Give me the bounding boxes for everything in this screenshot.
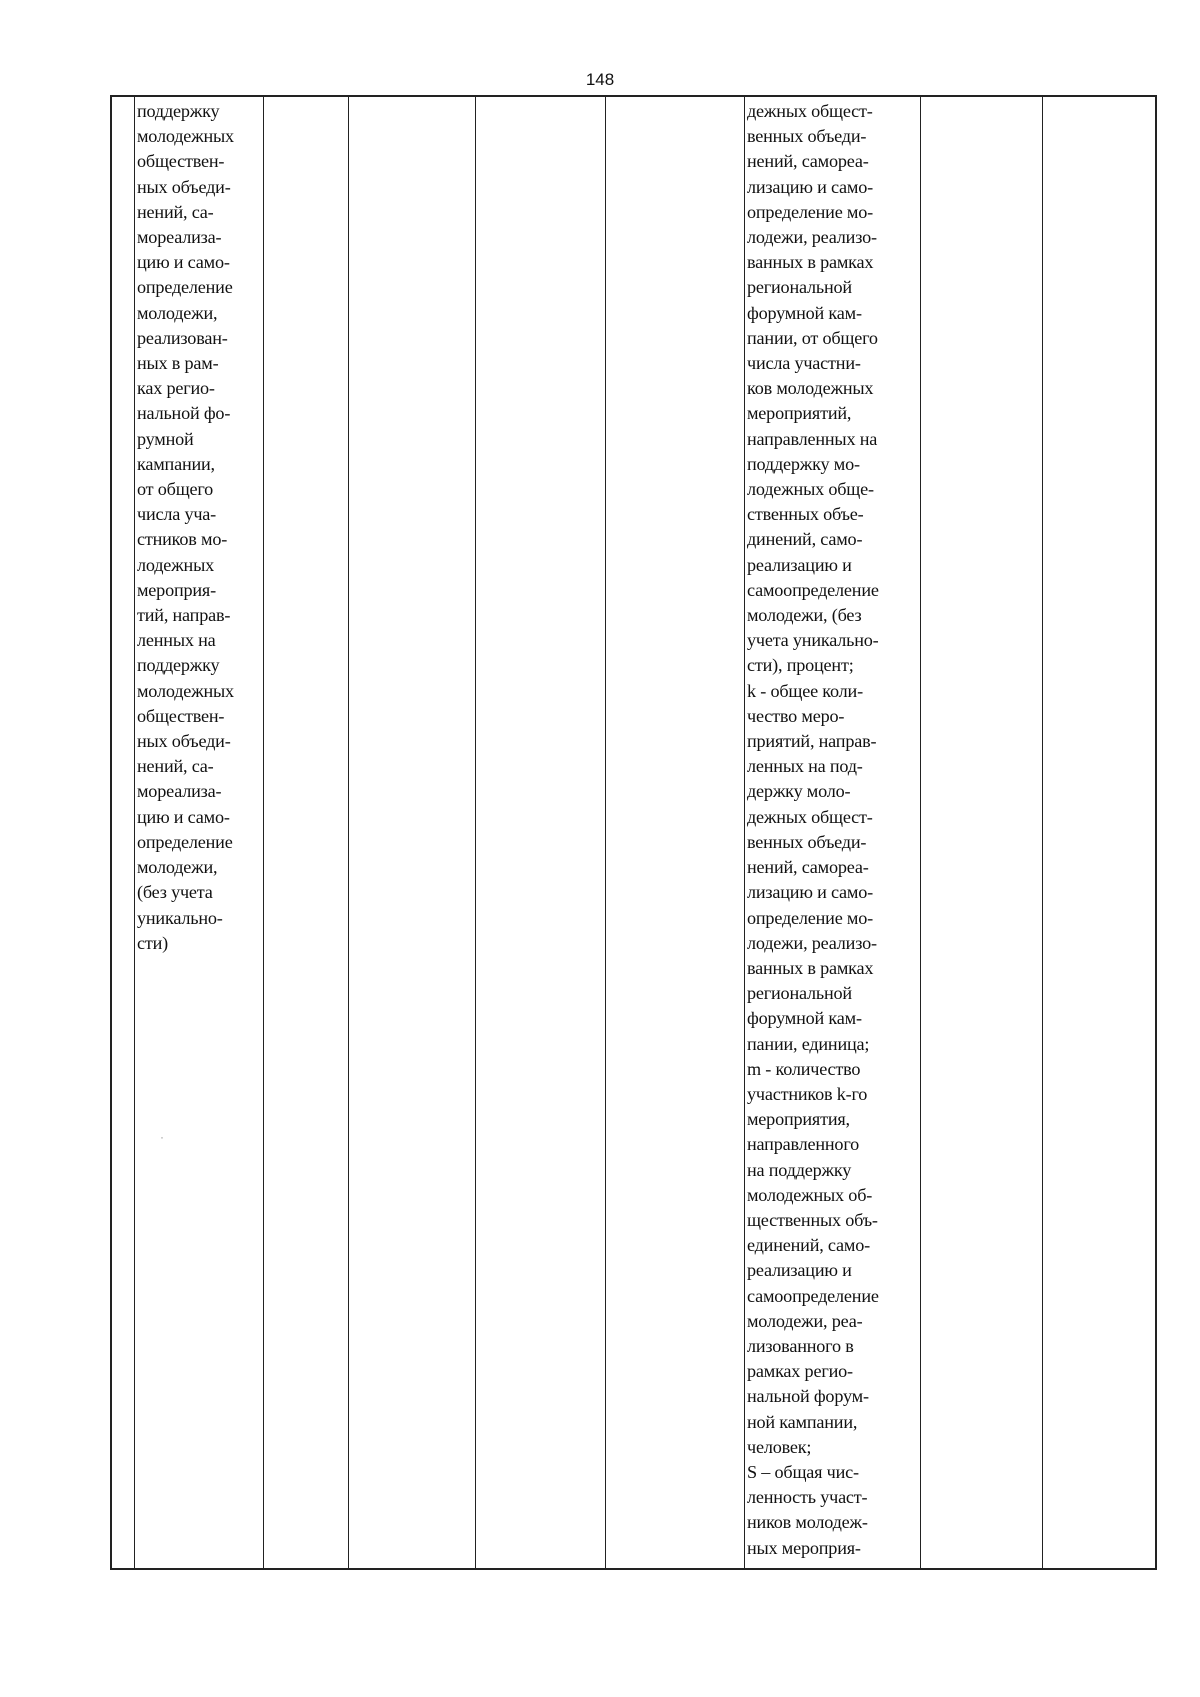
text-line: учета уникально- bbox=[747, 630, 879, 651]
text-line: определение мо- bbox=[747, 907, 873, 928]
text-line: S – общая чис- bbox=[747, 1461, 859, 1482]
text-line: ках регио- bbox=[137, 378, 215, 399]
text-line: лизованного в bbox=[747, 1335, 854, 1356]
text-line: молодежных об- bbox=[747, 1184, 873, 1205]
text-line: реализацию и bbox=[747, 554, 852, 575]
text-line: нальной форум- bbox=[747, 1386, 869, 1407]
text-line: лодежи, реализо- bbox=[747, 227, 877, 248]
text-line: ных объеди- bbox=[137, 176, 231, 197]
text-line: k - общее коли- bbox=[747, 680, 863, 701]
text-line: (без учета bbox=[137, 882, 213, 903]
text-line: форумной кам- bbox=[747, 302, 862, 323]
text-line: щественных объ- bbox=[747, 1209, 878, 1230]
text-line: нений, са- bbox=[137, 756, 214, 777]
text-line: румной bbox=[137, 428, 194, 449]
text-line: лизацию и само- bbox=[747, 176, 873, 197]
text-line: ков молодежных bbox=[747, 378, 874, 399]
text-line: чество меро- bbox=[747, 705, 845, 726]
text-line: венных объеди- bbox=[747, 831, 867, 852]
column-divider bbox=[348, 97, 349, 1568]
text-line: участников k-го bbox=[747, 1083, 868, 1104]
text-line: единений, само- bbox=[747, 1235, 870, 1256]
text-line: определение bbox=[137, 277, 233, 298]
text-line: кампании, bbox=[137, 453, 215, 474]
text-line: молодежных bbox=[137, 126, 234, 147]
text-line: дежных общест- bbox=[747, 806, 873, 827]
text-line: молодежи, реа- bbox=[747, 1310, 863, 1331]
text-line: венных объеди- bbox=[747, 126, 867, 147]
text-line: обществен- bbox=[137, 151, 225, 172]
text-line: динений, само- bbox=[747, 529, 863, 550]
text-line: цию и само- bbox=[137, 806, 230, 827]
column-divider bbox=[920, 97, 921, 1568]
text-line: нений, са- bbox=[137, 201, 214, 222]
text-line: нений, самореа- bbox=[747, 857, 869, 878]
text-line: m - количество bbox=[747, 1058, 861, 1079]
text-line: мероприятий, bbox=[747, 403, 852, 424]
text-line: мореализа- bbox=[137, 227, 222, 248]
text-line: мореализа- bbox=[137, 781, 222, 802]
text-line: уникально- bbox=[137, 907, 223, 928]
text-line: молодежи, (без bbox=[747, 605, 862, 626]
text-line: лодежи, реализо- bbox=[747, 932, 877, 953]
scan-dot: · bbox=[160, 1130, 164, 1144]
text-line: обществен- bbox=[137, 705, 225, 726]
indicator-name-cell bbox=[137, 99, 257, 956]
text-line: направленных на bbox=[747, 428, 878, 449]
text-line: на поддержку bbox=[747, 1159, 852, 1180]
text-line: поддержку мо- bbox=[747, 453, 860, 474]
text-line: человек; bbox=[747, 1436, 812, 1457]
column-divider bbox=[263, 97, 264, 1568]
text-line: ников молодеж- bbox=[747, 1512, 868, 1533]
text-line: числа уча- bbox=[137, 504, 217, 525]
text-line: цию и само- bbox=[137, 252, 230, 273]
text-line: приятий, направ- bbox=[747, 731, 877, 752]
table-frame bbox=[110, 95, 1157, 1570]
text-line: ленных на bbox=[137, 630, 216, 651]
text-line: сти), процент; bbox=[747, 655, 854, 676]
calculation-method-cell bbox=[747, 99, 915, 1561]
column-divider bbox=[605, 97, 606, 1568]
text-line: форумной кам- bbox=[747, 1008, 862, 1029]
column-divider bbox=[1042, 97, 1043, 1568]
text-line: мероприятия, bbox=[747, 1109, 850, 1130]
text-line: молодежи, bbox=[137, 857, 218, 878]
text-line: молодежи, bbox=[137, 302, 218, 323]
text-line: реализацию и bbox=[747, 1260, 852, 1281]
text-line: ванных в рамках bbox=[747, 957, 874, 978]
text-line: ленных на под- bbox=[747, 756, 863, 777]
text-line: мероприя- bbox=[137, 579, 216, 600]
text-line: лодежных bbox=[137, 554, 214, 575]
text-line: ных объеди- bbox=[137, 731, 231, 752]
text-line: ных в рам- bbox=[137, 353, 219, 374]
text-line: ственных объе- bbox=[747, 504, 864, 525]
text-line: нений, самореа- bbox=[747, 151, 869, 172]
text-line: от общего bbox=[137, 479, 214, 500]
text-line: пании, от общего bbox=[747, 327, 878, 348]
text-line: самоопределение bbox=[747, 579, 879, 600]
text-line: держку моло- bbox=[747, 781, 851, 802]
text-line: числа участни- bbox=[747, 353, 861, 374]
text-line: поддержку bbox=[137, 655, 220, 676]
text-line: реализован- bbox=[137, 327, 228, 348]
column-divider bbox=[134, 97, 135, 1568]
text-line: ленность участ- bbox=[747, 1487, 868, 1508]
column-divider bbox=[475, 97, 476, 1568]
text-line: поддержку bbox=[137, 101, 220, 121]
text-line: лизацию и само- bbox=[747, 882, 873, 903]
text-line: направленного bbox=[747, 1134, 860, 1155]
text-line: нальной фо- bbox=[137, 403, 231, 424]
text-line: рамках регио- bbox=[747, 1361, 853, 1382]
text-line: пании, единица; bbox=[747, 1033, 870, 1054]
page-number: 148 bbox=[585, 70, 615, 89]
text-line: региональной bbox=[747, 983, 852, 1004]
text-line: молодежных bbox=[137, 680, 234, 701]
text-line: региональной bbox=[747, 277, 852, 298]
text-line: дежных общест- bbox=[747, 101, 873, 121]
text-line: ных мероприя- bbox=[747, 1537, 861, 1558]
text-line: сти) bbox=[137, 932, 169, 953]
text-line: определение мо- bbox=[747, 201, 873, 222]
column-divider bbox=[744, 97, 745, 1568]
text-line: самоопределение bbox=[747, 1285, 879, 1306]
text-line: ной кампании, bbox=[747, 1411, 858, 1432]
text-line: определение bbox=[137, 831, 233, 852]
text-line: тий, направ- bbox=[137, 605, 231, 626]
text-line: ванных в рамках bbox=[747, 252, 874, 273]
text-line: стников мо- bbox=[137, 529, 228, 550]
text-line: лодежных обще- bbox=[747, 479, 874, 500]
